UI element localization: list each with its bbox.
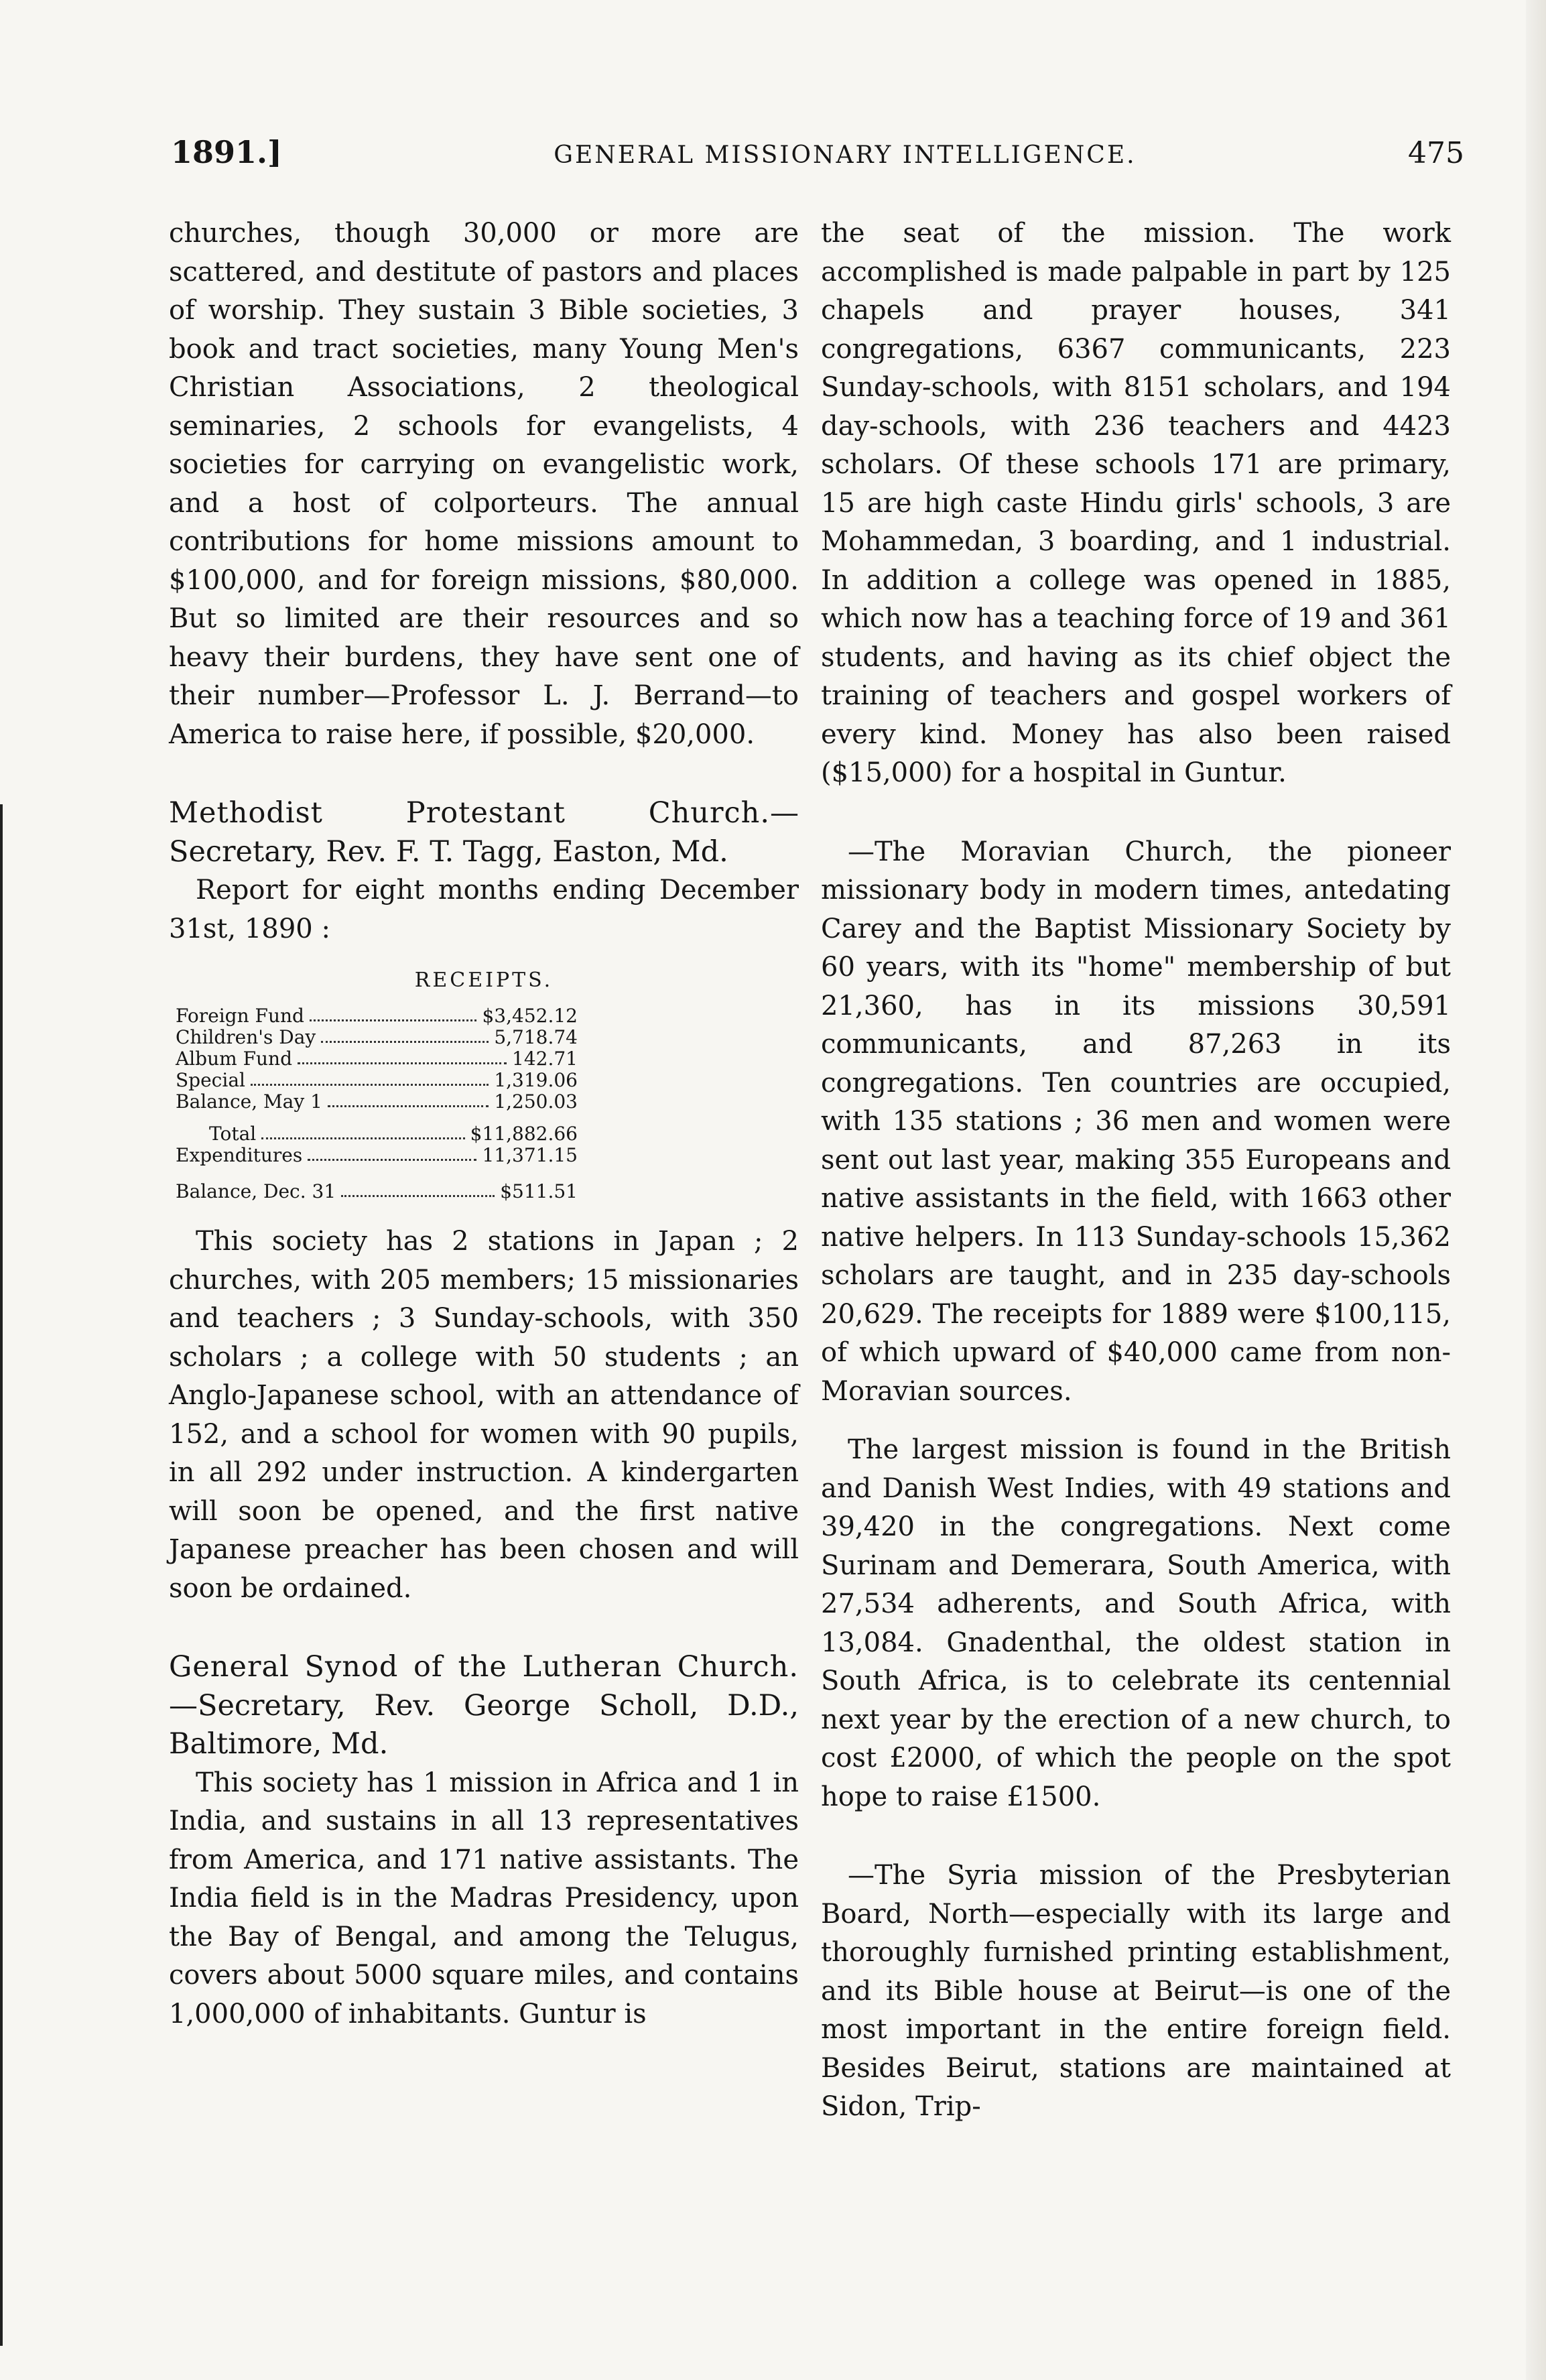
ledger-label: Foreign Fund (176, 1005, 304, 1027)
right-column (821, 214, 1451, 2127)
ledger-row (176, 1027, 578, 1048)
ledger-expenditures-row (176, 1145, 578, 1166)
ledger-label: Balance, Dec. 31 (176, 1180, 336, 1202)
ledger-balance-row (176, 1181, 578, 1202)
page-number: 475 (1408, 136, 1464, 170)
paragraph-syria: —The Syria mission of the Presbyterian Board, North—especially with its large and thoroughly furnished printing establishment, and its Bible house at Beirut—is one of the most important in the entire foreign field. Besides Beirut, stations are maintained at Sidon, Trip- (821, 1860, 1451, 2122)
ledger-row (176, 1070, 578, 1091)
paragraph-moravian: —The Moravian Church, the pioneer missionary body in modern times, antedating Carey and the Baptist Missionary Society by 60 years, with its "home" membership of but 21,360, has in its missions 30,591 communicants, and 87,263 in its congregations. Ten countries are occupied, with 135 stations ; 36 men and women were sent out last year, making 355 Europeans and native assistants in the field, with 1663 other native helpers. In 113 Sunday-schools 15,362 scholars are taught, and in 235 day-schools 20,629. The receipts for 1889 were $100,115, of which upward of $40,000 came from non-Moravian sources. (821, 836, 1451, 1407)
binding-mark (0, 804, 12, 2346)
ledger-amount: 5,718.74 (494, 1026, 578, 1048)
paragraph-largest-mission: The largest mission is found in the British and Danish West Indies, with 49 stations and 39,420 in the congregations. Next come Surinam and Demerara, South America, with 27,534 adherents, and South Africa, with 13,084. Gnadenthal, the oldest station in South Africa, is to celebrate its centennial next year by the erection of a new church, to cost £2000, of which the people on the spot hope to raise £1500. (821, 1434, 1451, 1812)
ledger-amount: 11,371.15 (482, 1144, 578, 1166)
ledger-amount: $511.51 (500, 1180, 578, 1202)
section-methodist-protestant (169, 794, 799, 871)
ledger-label: Expenditures (176, 1144, 303, 1166)
ledger-total-row (176, 1123, 578, 1145)
header-year: 1891.] (171, 134, 282, 170)
ledger-row (176, 1091, 578, 1113)
running-header (171, 134, 1464, 181)
ledger-label: Children's Day (176, 1026, 316, 1048)
ledger-amount: 1,250.03 (494, 1090, 578, 1113)
section-title: General Synod of the Lutheran Church. (169, 1650, 799, 1684)
ledger-label: Album Fund (176, 1048, 293, 1070)
ledger-label: Special (176, 1069, 245, 1091)
paragraph-churches: churches, though 30,000 or more are scattered, and destitute of pastors and places of worship. They sustain 3 Bible societies, 3 book and tract societies, many Young Men's Christian Associations, 2 theological seminaries, 2 schools for evangelists, 4 societies for carrying on evangelistic work, and a host of colporteurs. The annual contributions for home missions amount to $100,000, and for foreign missions, $80,000. But so limited are their resources and so heavy their burdens, they have sent one of their number—Professor L. J. Berrand—to America to raise here, if possible, $20,000. (169, 218, 799, 750)
paragraph-lutheran-body: This society has 1 mission in Africa and 1 in India, and sustains in all 13 representatives from America, and 171 native assistants. The India field is in the Madras Presidency, upon the Bay of Bengal, and among the Telugus, covers about 5000 square miles, and contains 1,000,000 of inhabitants. Guntur is (169, 1767, 799, 2029)
paragraph-guntur: the seat of the mission. The work accomplished is made palpable in part by 125 chapels and prayer houses, 341 congregations, 6367 communicants, 223 Sunday-schools, with 8151 scholars, and 194 day-schools, with 236 teachers and 4423 scholars. Of these schools 171 are primary, 15 are high caste Hindu girls' schools, 3 are Mohammedan, 3 boarding, and 1 industrial. In addition a college was opened in 1885, which now has a teaching force of 19 and 361 students, and having as its chief object the training of teachers and gospel workers of every kind. Money has also been raised ($15,000) for a hospital in Guntur. (821, 218, 1451, 788)
receipts-title: RECEIPTS. (414, 968, 554, 992)
ledger-amount: 1,319.06 (494, 1069, 578, 1091)
ledger-amount: $3,452.12 (482, 1005, 578, 1027)
report-intro: Report for eight months ending December 31st, 1890 : (169, 875, 799, 944)
receipts-ledger (176, 1005, 578, 1202)
section-secretary: —Secretary, Rev. F. T. Tagg, Easton, Md. (169, 796, 799, 869)
ledger-label: Total (209, 1123, 257, 1145)
ledger-amount: 142.71 (512, 1048, 578, 1070)
section-title: Methodist Protestant Church. (169, 796, 770, 830)
left-column (169, 214, 799, 2033)
section-general-synod (169, 1648, 799, 1764)
ledger-amount: $11,882.66 (470, 1123, 578, 1145)
ledger-row (176, 1048, 578, 1070)
paragraph-methodist-body: This society has 2 stations in Japan ; 2 churches, with 205 members; 15 missionaries and teachers ; 3 Sunday-schools, with 350 scholars ; a college with 50 students ; an Anglo-Japanese school, with an attendance of 152, and a school for women with 90 pupils, in all 292 under instruction. A kindergarten will soon be opened, and the first native Japanese preacher has been chosen and will soon be ordained. (169, 1226, 799, 1604)
header-title: GENERAL MISSIONARY INTELLIGENCE. (554, 141, 1137, 169)
ledger-label: Balance, May 1 (176, 1090, 322, 1113)
ledger-row (176, 1005, 578, 1027)
section-secretary: —Secretary, Rev. George Scholl, D.D., Baltimore, Md. (169, 1688, 799, 1761)
page-edge (1526, 0, 1546, 2380)
